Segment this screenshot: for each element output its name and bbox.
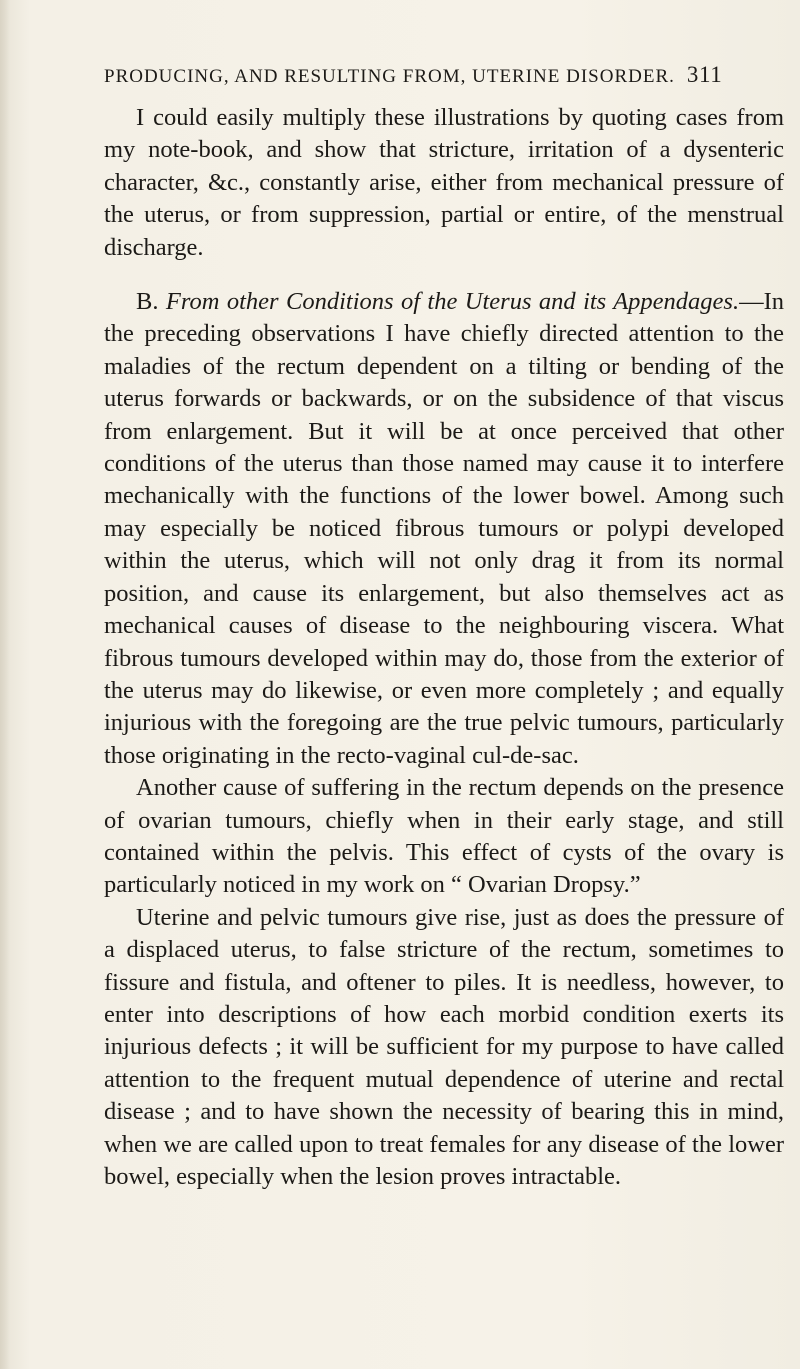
section-title: From other Conditions of the Uterus and its Appendages. [165, 288, 740, 316]
paragraph-4: Uterine and pelvic tumours give rise, just as does the pressure of a displaced uterus, to false stricture of the rectum, sometimes to fissure and fistula, and oftener to piles. It is needless, however, to enter into descriptions of how each morbid condition exerts its injurious defects ; it will be sufficient for my purpose to have called attention to the frequent mutual dependence of uterine and rectal disease ; and to have shown the necessity of bearing this in mind, when we are called upon to treat females for any disease of the lower bowel, especially when the lesion proves intractable. [104, 903, 784, 1190]
running-title: PRODUCING, AND RESULTING FROM, UTERINE DISORDER. [104, 66, 675, 87]
paragraph-2-text: —In the preceding observations I have chiefly directed attention to the maladies of the rectum dependent on a tilting or bending of the uterus forwards or backwards, or on the subsidence of that viscus from enlargement. But it will be at once perceived that other conditions of the uterus than those named may cause it to interfere mechanically with the functions of the lower bowel. Among such may especially be noticed fibrous tumours or polypi developed within the uterus, which will not only drag it from its normal position, and cause its enlargement, but also themselves act as mechanical causes of disease to the neighbouring viscera. What fibrous tumours developed within may do, those from the exterior of the uterus may do likewise, or even more completely ; and equally injurious with the foregoing are the true pelvic tumours, particularly those originating in the recto-vaginal cul-de-sac. [104, 288, 784, 769]
paragraph-1: I could easily multiply these illustrations by quoting cases from my note-book, and show that stricture, irritation of a dysenteric character, &c., constantly arise, either from mechanical pressure of the uterus, or from suppression, partial or entire, of the menstrual discharge. [104, 104, 784, 261]
section-label: B. [136, 288, 159, 316]
page-number: 311 [686, 62, 723, 87]
paragraph-2 [104, 286, 784, 772]
binding-shadow [0, 0, 10, 1369]
running-header [104, 62, 800, 92]
paragraph-3: Another cause of suffering in the rectum depends on the presence of ovarian tumours, chiefly when in their early stage, and still contained within the pelvis. This effect of cysts of the ovary is particularly noticed in my work on “ Ovarian Dropsy.” [104, 774, 784, 899]
section-gap [104, 264, 784, 286]
page-body [104, 102, 784, 1193]
